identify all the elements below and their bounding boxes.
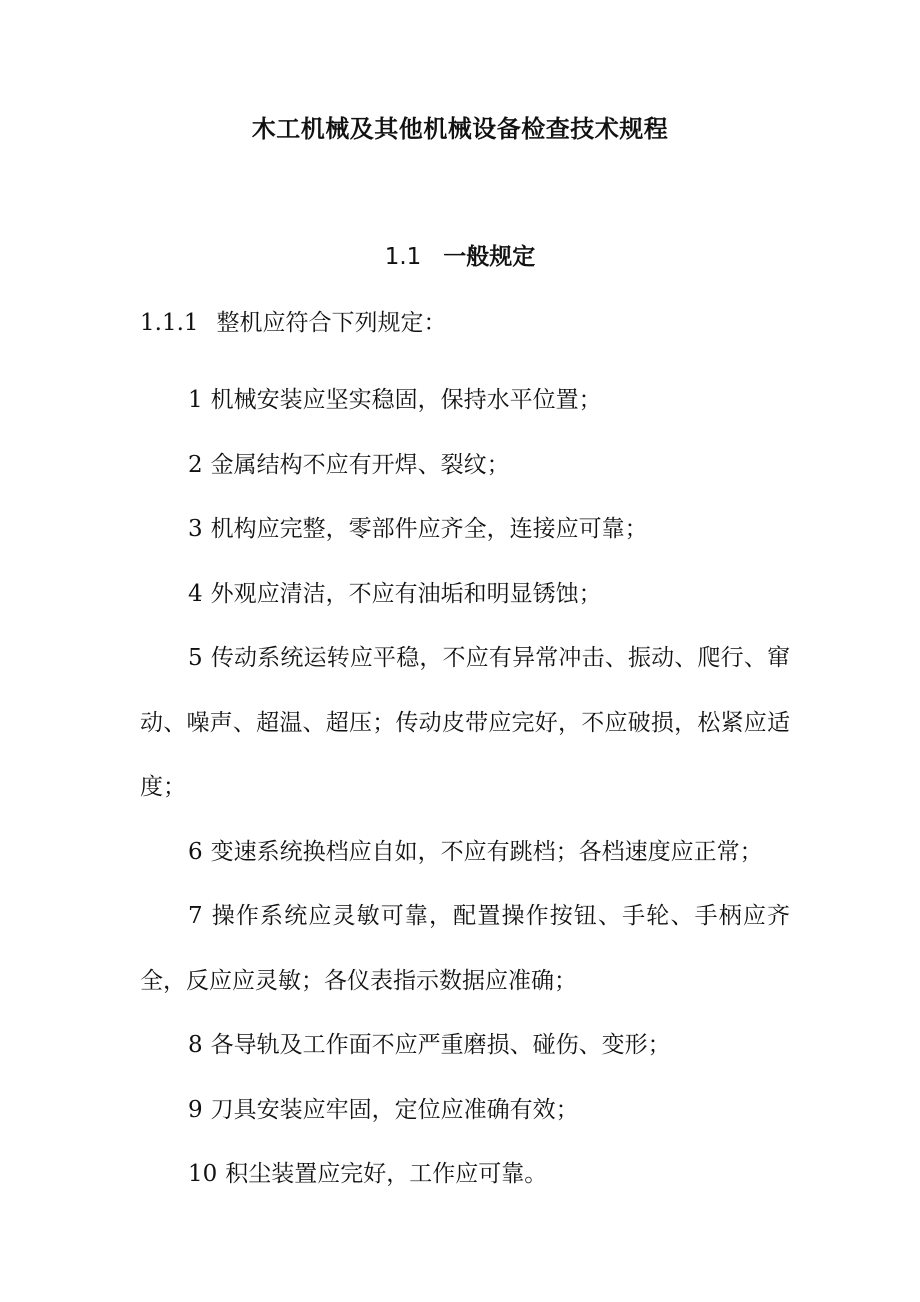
list-item [140, 368, 790, 433]
item-number: 4 [188, 580, 203, 607]
section-heading [0, 240, 920, 274]
item-text: 机械安装应坚实稳固，保持水平位置； [210, 387, 602, 413]
item-number: 2 [188, 451, 203, 478]
list-item [140, 820, 790, 885]
clause-heading [140, 306, 447, 340]
list-item [140, 884, 790, 1013]
item-number: 5 [188, 645, 203, 671]
item-text: 金属结构不应有开焊、裂纹； [210, 451, 510, 478]
item-number: 3 [188, 516, 203, 542]
list-item [140, 497, 790, 562]
item-number: 7 [188, 903, 203, 929]
item-text: 机构应完整，零部件应齐全，连接应可靠； [210, 516, 648, 542]
item-text: 各导轨及工作面不应严重磨损、碰伤、变形； [210, 1032, 671, 1058]
list-item [140, 1013, 790, 1078]
document-title: 木工机械及其他机械设备检查技术规程 [251, 115, 669, 143]
item-text: 操作系统应灵敏可靠，配置操作按钮、手轮、手柄应齐全，反应应灵敏；各仪表指示数据应准确； [140, 903, 790, 994]
item-number: 1 [188, 387, 203, 413]
item-number: 9 [188, 1096, 203, 1123]
requirement-list [140, 368, 790, 1207]
list-item [140, 562, 790, 627]
item-text: 外观应清洁，不应有油垢和明显锈蚀； [210, 580, 602, 607]
list-item [140, 626, 790, 820]
list-item [140, 433, 790, 498]
section-title: 一般规定 [443, 244, 536, 270]
item-number: 6 [188, 838, 203, 865]
section-number: 1.1 [384, 244, 422, 270]
item-number: 8 [188, 1032, 203, 1058]
item-number: 10 [188, 1161, 218, 1187]
clause-text: 整机应符合下列规定： [216, 310, 447, 336]
item-text: 变速系统换档应自如，不应有跳档；各档速度应正常； [210, 838, 763, 865]
item-text: 刀具安装应牢固，定位应准确有效； [210, 1096, 579, 1123]
list-item [140, 1078, 790, 1143]
item-text: 传动系统运转应平稳，不应有异常冲击、振动、爬行、窜动、噪声、超温、超压；传动皮带应完好，不应破损，松紧应适度； [140, 645, 790, 800]
list-item [140, 1142, 790, 1207]
clause-number: 1.1.1 [140, 310, 199, 336]
item-text: 积尘装置应完好，工作应可靠。 [225, 1161, 548, 1187]
